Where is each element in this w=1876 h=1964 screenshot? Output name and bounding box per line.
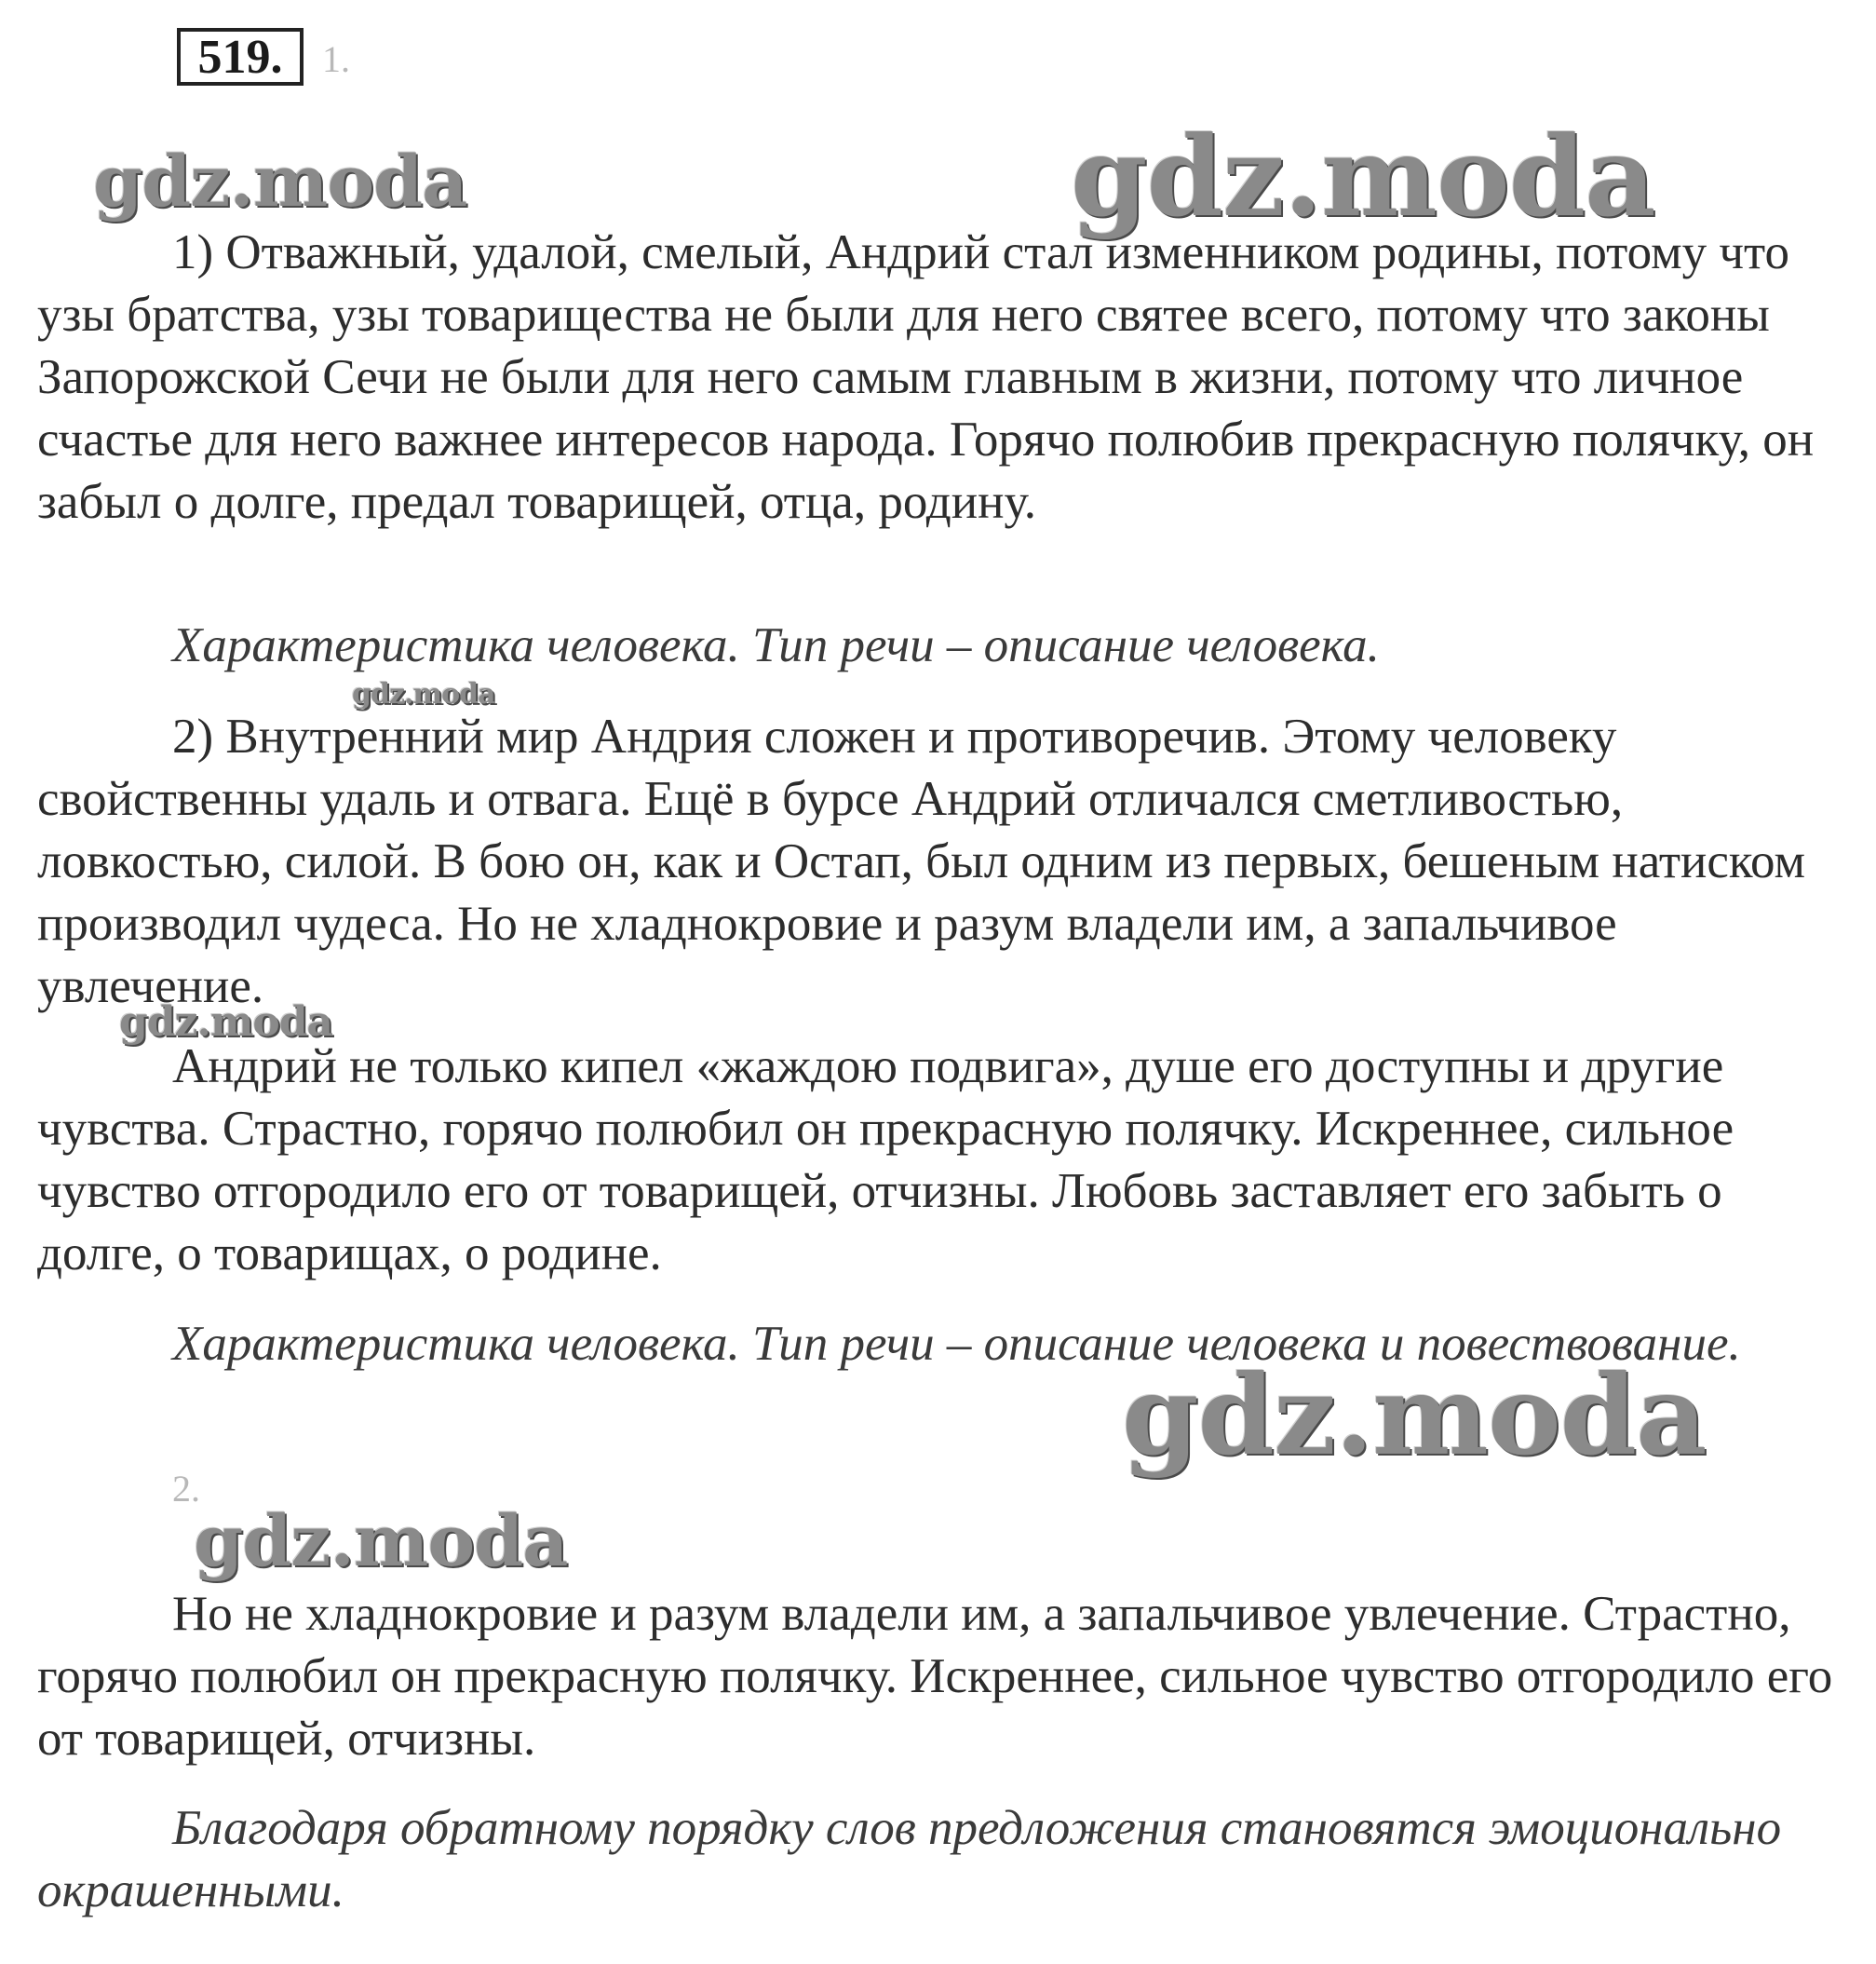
- watermark-logo: gdz.moda: [119, 998, 333, 1046]
- paragraph-4: Но не хладнокровие и разум владели им, а запальчивое увлечение. Страстно, горячо полюбил он прекрасную полячку. Искреннее, сильное чувство отгородило его от товарищей, отчизны.: [37, 1587, 1833, 1766]
- paragraph-1: 1) Отважный, удалой, смелый, Андрий стал изменником родины, потому что узы братства, узы товарищества не были для него святее всего, потому что законы Запорожской Сечи не были для него самым главным в жизни, потому что личное счастье для него важнее интересов народа. Горячо полюбив прекрасную полячку, он забыл о долге, предал товарищей, отца, родину.: [37, 225, 1815, 529]
- watermark-logo: gdz.moda: [352, 678, 495, 711]
- note-2: Характеристика человека. Тип речи – описание человека и повествование.: [172, 1317, 1741, 1371]
- task-number-box: [177, 28, 304, 86]
- watermark-logo: gdz.moda: [194, 1499, 568, 1582]
- watermark-logo: gdz.moda: [1071, 112, 1655, 241]
- part-1-label: 1.: [322, 38, 350, 80]
- watermark-logo: gdz.moda: [93, 140, 467, 223]
- note-1: Характеристика человека. Тип речи – описание человека.: [172, 618, 1380, 672]
- paragraph-2: 2) Внутренний мир Андрия сложен и противоречив. Этому человеку свойственны удаль и отвага. Ещё в бурсе Андрий отличался сметливостью, ловкостью, силой. В бою он, как и Остап, был одним из первых, бешеным натиском производил чудеса. Но не хладнокровие и разум владели им, а запальчивое увлечение.: [37, 710, 1805, 1013]
- part-2-label: 2.: [172, 1468, 200, 1510]
- watermark-logo: gdz.moda: [1122, 1350, 1707, 1480]
- note-3: Благодаря обратному порядку слов предложения становятся эмоционально окрашенными.: [37, 1801, 1782, 1917]
- paragraph-3: Андрий не только кипел «жаждою подвига», душе его доступны и другие чувства. Страстно, горячо полюбил он прекрасную полячку. Искреннее, сильное чувство отгородило его от товарищей, отчизны. Любовь заставляет его забыть о долге, о товарищах, о родине.: [37, 1039, 1734, 1280]
- task-number: 519.: [197, 30, 283, 84]
